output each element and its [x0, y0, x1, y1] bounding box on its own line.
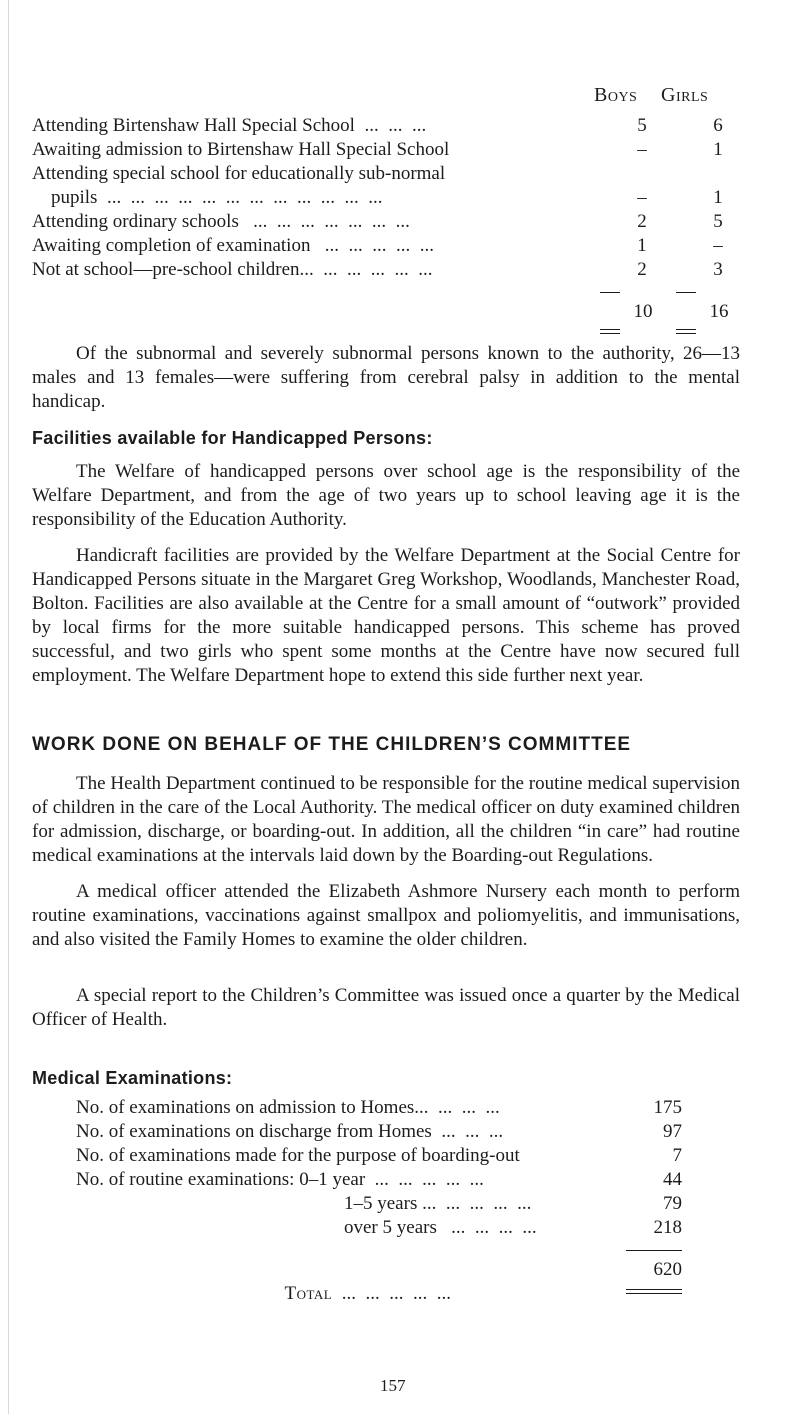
row-label: Awaiting completion of examination ... ... ... ... ...: [32, 235, 434, 256]
paragraph-cerebral-palsy: Of the subnormal and severely subnormal persons known to the authority, 26—13 males and 13 females—were suffering from cerebral palsy in addition to the mental handicap.: [32, 343, 740, 412]
table-row: [32, 138, 752, 162]
girls-value: 3: [713, 259, 723, 280]
row-label: Attending ordinary schools ... ... ... ... ... ... ...: [32, 211, 410, 232]
row-label: Not at school—pre-school children... ... ... ... ... ...: [32, 259, 433, 280]
total-boys: 10: [633, 301, 653, 322]
total-girls: 16: [709, 301, 729, 322]
sum-rule-boys: [600, 292, 620, 293]
row-label: Attending Birtenshaw Hall Special School ... ... ...: [32, 115, 427, 136]
table-row: [76, 1120, 716, 1144]
header-girls: Girls: [661, 84, 709, 106]
total-label: Total: [284, 1283, 333, 1304]
boys-value: 2: [637, 211, 647, 232]
table-row: [32, 210, 752, 234]
total-row: [76, 1258, 716, 1304]
heading-facilities: Facilities available for Handicapped Persons:: [32, 428, 433, 448]
paragraph-special-report: A special report to the Children’s Committee was issued once a quarter by the Medical Officer of Health.: [32, 985, 740, 1030]
table-row: [76, 1096, 716, 1120]
total-value: 620: [653, 1259, 682, 1280]
table-row: [76, 1144, 716, 1168]
girls-value: 6: [713, 115, 723, 136]
exam-double-rule: [626, 1293, 682, 1294]
boys-value: –: [637, 139, 647, 160]
exam-label: over 5 years ... ... ... ...: [344, 1217, 537, 1238]
sum-rule-girls: [676, 292, 696, 293]
double-rule-girls: [676, 329, 696, 330]
exam-value: 44: [663, 1169, 682, 1190]
page-number: 157: [380, 1376, 406, 1395]
row-label: pupils ... ... ... ... ... ... ... ... ... ... ... ...: [32, 187, 383, 208]
heading-medical-examinations: Medical Examinations:: [32, 1068, 233, 1088]
total-leader-dots: ... ... ... ... ...: [332, 1283, 451, 1304]
girls-value: 1: [713, 187, 723, 208]
boys-value: 2: [637, 259, 647, 280]
header-boys: Boys: [594, 84, 638, 106]
exam-value: 79: [663, 1193, 682, 1214]
paragraph-health-department: The Health Department continued to be responsible for the routine medical supervision of children in the care of the Local Authority. The medical officer on duty examined children for admission, discharge, or boarding-out. In addition, all the children “in care” had routine medical examinations at the intervals laid down by the Boarding-out Regulations.: [32, 773, 740, 866]
double-rule-boys: [600, 329, 620, 330]
row-label: Awaiting admission to Birtenshaw Hall Special School: [32, 139, 450, 160]
girls-value: 1: [713, 139, 723, 160]
exam-label: No. of examinations made for the purpose of boarding-out: [76, 1145, 520, 1166]
paragraph-nursery: A medical officer attended the Elizabeth Ashmore Nursery each month to perform routine examinations, vaccinations against smallpox and poliomyelitis, and immunisations, and also visited the Family Homes to examine the older children.: [32, 881, 740, 950]
exam-label: No. of examinations on discharge from Homes ... ... ...: [76, 1121, 504, 1142]
paragraph-welfare: The Welfare of handicapped persons over school age is the responsibility of the Welfare Department, and from the age of two years up to school leaving age it is the responsibility of the Education Authority.: [32, 461, 740, 530]
boys-value: 5: [637, 115, 647, 136]
boys-value: –: [637, 187, 647, 208]
table-row: [76, 1168, 716, 1192]
table-row: [32, 234, 752, 258]
boys-value: 1: [637, 235, 647, 256]
exam-label: No. of routine examinations: 0–1 year ... ... ... ... ...: [76, 1169, 484, 1190]
girls-value: –: [713, 235, 723, 256]
exam-value: 7: [672, 1145, 682, 1166]
double-rule-boys: [600, 333, 620, 334]
exam-value: 218: [653, 1217, 682, 1238]
table-row: [32, 114, 752, 138]
exam-value: 175: [653, 1097, 682, 1118]
table-row: [32, 258, 752, 282]
exam-label: 1–5 years ... ... ... ... ...: [344, 1193, 532, 1214]
heading-childrens-committee: WORK DONE ON BEHALF OF THE CHILDREN’S COMMITTEE: [32, 734, 632, 755]
exam-sum-rule: [626, 1250, 682, 1251]
exam-label: No. of examinations on admission to Homes... ... ... ...: [76, 1097, 500, 1118]
exam-value: 97: [663, 1121, 682, 1142]
table-row: [76, 1192, 716, 1216]
table-row: [32, 186, 752, 210]
exam-double-rule: [626, 1289, 682, 1290]
table-row: [76, 1216, 716, 1240]
girls-value: 5: [713, 211, 723, 232]
paragraph-handicraft: Handicraft facilities are provided by the Welfare Department at the Social Centre for Handicapped Persons situate in the Margaret Greg Workshop, Woodlands, Manchester Road, Bolton. Facilities are also available at the Centre for a small amount of “outwork” provided by local firms for the more suitable handicapped persons. This scheme has proved successful, and two girls who spent some months at the Centre have now secured full employment. The Welfare Department hope to extend this side further next year.: [32, 545, 740, 686]
double-rule-girls: [676, 333, 696, 334]
table-row: [32, 162, 752, 186]
row-label: Attending special school for educationally sub-normal: [32, 163, 446, 184]
totals-row: [32, 300, 752, 324]
